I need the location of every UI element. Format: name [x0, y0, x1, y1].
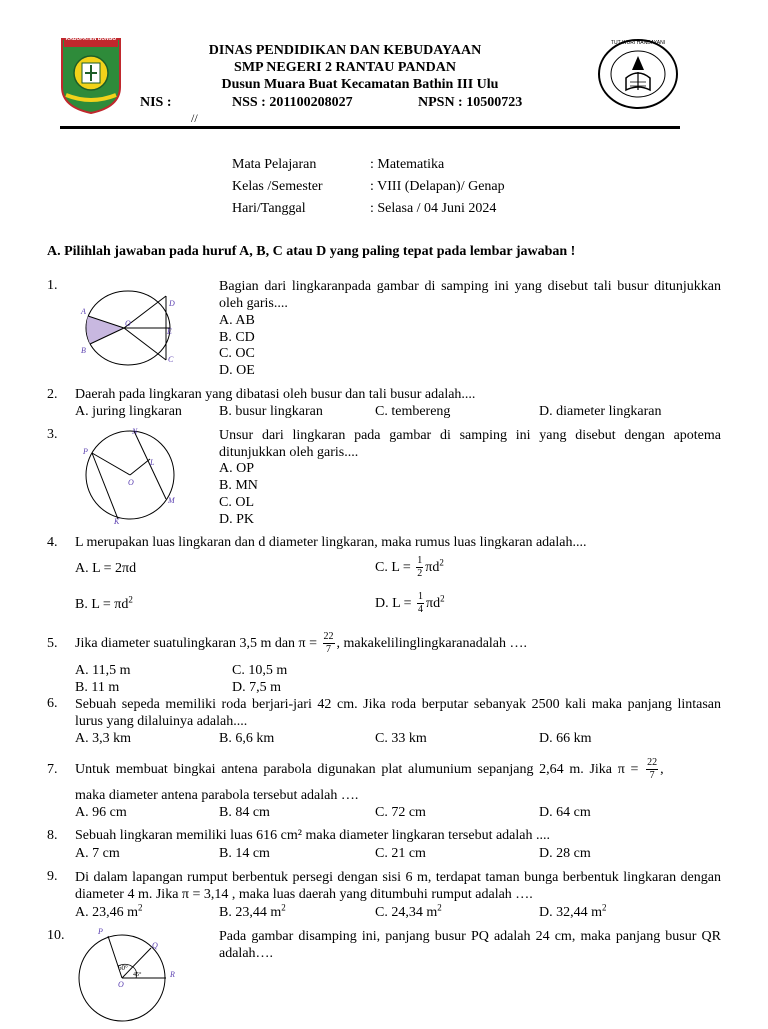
q3-figure: [78, 425, 188, 525]
q1-label-E: E: [167, 327, 172, 336]
q9-option-a: A. 23,46 $m^2$: [75, 902, 143, 920]
q1-option-a: A. AB: [219, 313, 255, 328]
q3-text: Unsur dari lingkaran pada gambar di samping ini yang disebut dengan apotema ditunjukkan oleh garis....: [219, 428, 721, 460]
q6-option-a: A. 3,3 km: [75, 731, 131, 746]
q9-number: 9.: [47, 869, 58, 884]
q1-label-O: O: [125, 319, 131, 328]
q8-option-a: A. 7 cm: [75, 846, 120, 861]
q7-option-a: A. 96 cm: [75, 805, 127, 820]
q10-label-R: R: [170, 970, 175, 979]
q5-option-a: A. 11,5 m: [75, 663, 131, 678]
q3-label-M: M: [168, 496, 175, 505]
header-npsn: NPSN : 10500723: [418, 95, 523, 110]
q10-angle-60: 60°: [118, 964, 128, 972]
q5-option-d: D. 7,5 m: [232, 680, 281, 695]
left-logo: [60, 35, 122, 115]
q10-angle-45: 45°: [133, 972, 142, 978]
q7-option-b: B. 84 cm: [219, 805, 270, 820]
info-value-2: : VIII (Delapan)/ Genap: [370, 179, 505, 194]
q4-text: L merupakan luas lingkaran dan d diameter lingkaran, maka rumus luas lingkaran adalah....: [75, 535, 587, 550]
q1-label-A: A: [81, 307, 86, 316]
q3-option-b: B. MN: [219, 478, 258, 493]
q1-option-d: D. OE: [219, 363, 255, 378]
q10-text: Pada gambar disamping ini, panjang busur PQ adalah 24 cm, maka panjang busur QR adalah….: [219, 929, 721, 961]
q3-label-K: K: [114, 517, 120, 525]
q4-option-c: C. L = $\frac{1}{2}$ $\pi d^2$: [375, 555, 444, 580]
q5-number: 5.: [47, 636, 58, 651]
info-label-1: Mata Pelajaran: [232, 157, 317, 172]
q3-option-a: A. OP: [219, 461, 255, 476]
q3-label-L: L: [150, 458, 155, 467]
left-logo-text: KABUPATEN BUNGO: [65, 36, 117, 42]
q9-option-b: B. 23,44 $m^2$: [219, 902, 286, 920]
header-nss: NSS : 201100208027: [232, 95, 353, 110]
q6-option-b: B. 6,6 km: [219, 731, 275, 746]
q1-figure: [78, 288, 188, 368]
header-line-3: Dusun Muara Buat Kecamatan Bathin III Ulu: [221, 77, 499, 92]
q1-text: Bagian dari lingkaranpada gambar di samping ini yang disebut tali busur ditunjukkan oleh garis....: [219, 279, 721, 311]
q1-option-c: C. OC: [219, 346, 255, 361]
info-label-2: Kelas /Semester: [232, 179, 323, 194]
q8-text: Sebuah lingkaran memiliki luas 616 cm² maka diameter lingkaran tersebut adalah ....: [75, 828, 550, 843]
q3-number: 3.: [47, 427, 58, 442]
q2-option-a: A. juring lingkaran: [75, 404, 182, 419]
header-nis: NIS :: [140, 95, 172, 110]
q3-option-d: D. PK: [219, 512, 255, 527]
q10-label-Q: Q: [152, 941, 158, 950]
header-line-2: SMP NEGERI 2 RANTAU PANDAN: [234, 60, 456, 75]
q10-number: 10.: [47, 928, 65, 943]
q1-option-b: B. CD: [219, 330, 255, 345]
q7-text: Untuk membuat bingkai antena parabola digunakan plat alumunium sepanjang 2,64 m. Jika π = $\frac{22}{7}$ ,: [75, 757, 664, 782]
info-value-3: : Selasa / 04 Juni 2024: [370, 201, 497, 216]
header-divider: [60, 126, 680, 129]
q4-option-d: D. L = $\frac{1}{4}$ $\pi d^2$: [375, 591, 445, 616]
q8-option-b: B. 14 cm: [219, 846, 270, 861]
q1-label-B: B: [81, 346, 86, 355]
q1-label-D: D: [169, 299, 175, 308]
q10-label-P: P: [98, 927, 103, 936]
q5-text: Jika diameter suatulingkaran 3,5 m dan π = $\frac{22}{7}$ , makakelilinglingkaranadalah ….: [75, 631, 528, 656]
q9-option-c: C. 24,34 $m^2$: [375, 902, 442, 920]
header-line-1: DINAS PENDIDIKAN DAN KEBUDAYAAN: [208, 43, 482, 58]
q10-figure: [78, 924, 188, 1024]
q2-option-c: C. tembereng: [375, 404, 451, 419]
q3-option-c: C. OL: [219, 495, 254, 510]
q4-option-a: A. L = 2πd: [75, 561, 137, 576]
q4-option-b: B. $L = \pi d^2$: [75, 594, 133, 612]
q8-number: 8.: [47, 828, 58, 843]
info-label-3: Hari/Tanggal: [232, 201, 306, 216]
q1-number: 1.: [47, 278, 58, 293]
q1-label-C: C: [168, 355, 174, 364]
q3-label-P: P: [83, 447, 88, 456]
q6-option-d: D. 66 km: [539, 731, 592, 746]
right-logo-text: TUT WURI HANDAYANI: [610, 40, 666, 46]
section-title: A. Pilihlah jawaban pada huruf A, B, C atau D yang paling tepat pada lembar jawaban !: [47, 244, 576, 259]
q5-option-c: C. 10,5 m: [232, 663, 288, 678]
q9-option-d: D. 32,44 $m^2$: [539, 902, 607, 920]
q6-number: 6.: [47, 696, 58, 711]
info-value-1: : Matematika: [370, 157, 445, 172]
q2-text: Daerah pada lingkaran yang dibatasi oleh busur dan tali busur adalah....: [75, 387, 476, 402]
q7-number: 7.: [47, 762, 58, 777]
q2-option-d: D. diameter lingkaran: [539, 404, 662, 419]
q2-number: 2.: [47, 387, 58, 402]
q7-text-line2: maka diameter antena parabola tersebut adalah ….: [75, 788, 359, 803]
q7-option-d: D. 64 cm: [539, 805, 591, 820]
q4-number: 4.: [47, 535, 58, 550]
q6-text: Sebuah sepeda memiliki roda berjari-jari 42 cm. Jika roda berputar sebanyak 2500 kali maka panjang lintasan lurus yang dilaluinya adalah....: [75, 697, 721, 729]
q3-label-O: O: [128, 478, 134, 487]
q7-option-c: C. 72 cm: [375, 805, 426, 820]
q6-option-c: C. 33 km: [375, 731, 427, 746]
header-slash: //: [191, 111, 198, 125]
q9-text: Di dalam lapangan rumput berbentuk persegi dengan sisi 6 m, terdapat taman bunga berbentuk lingkaran dengan diameter 4 m. Jika π = 3,14 , maka luas daerah yang ditumbuhi rumput adalah ….: [75, 870, 721, 902]
q8-option-c: C. 21 cm: [375, 846, 426, 861]
q2-option-b: B. busur lingkaran: [219, 404, 323, 419]
q8-option-d: D. 28 cm: [539, 846, 591, 861]
q5-option-b: B. 11 m: [75, 680, 120, 695]
q10-label-O: O: [118, 980, 124, 989]
q3-label-N: N: [132, 427, 138, 436]
right-logo: [597, 38, 679, 110]
